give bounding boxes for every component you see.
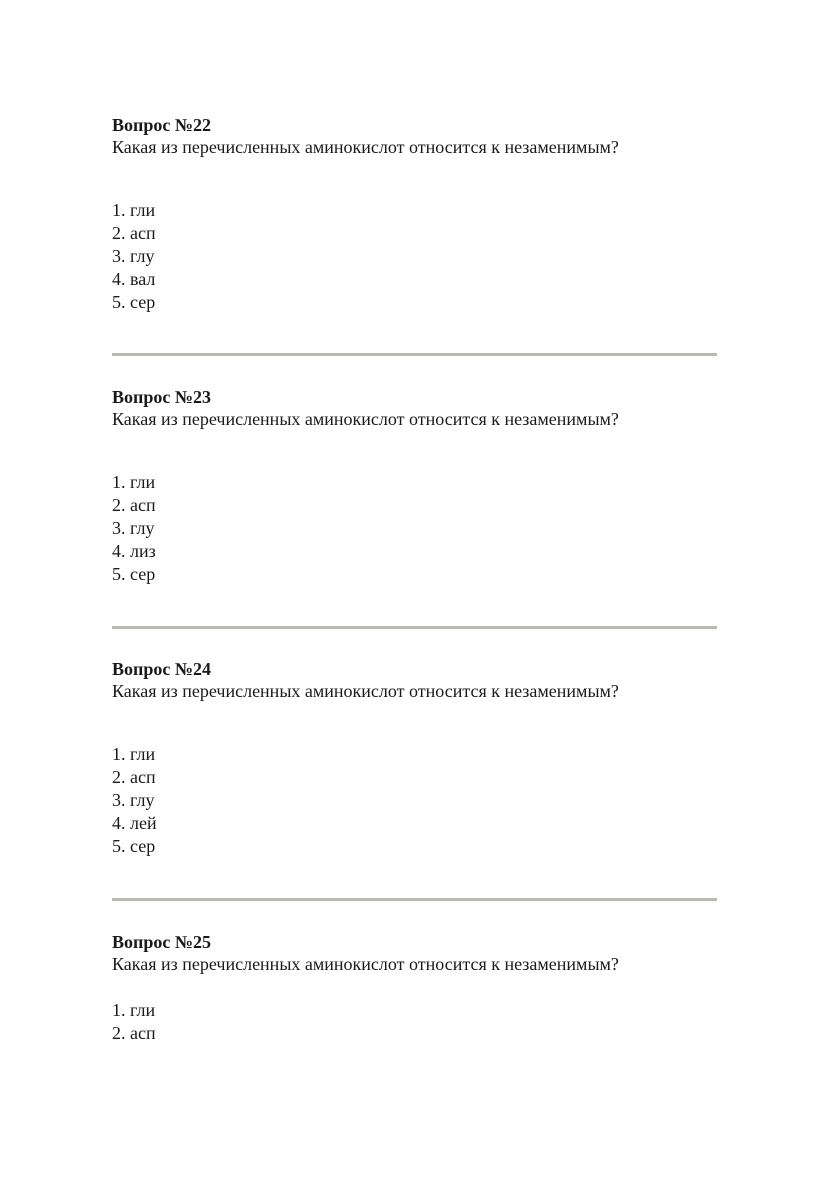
question-block-24: [112, 658, 718, 858]
answer-option: 5. сер: [112, 292, 156, 312]
answer-option: 1. гли: [112, 1000, 156, 1020]
answer-list: [112, 743, 718, 858]
answer-option: 1. гли: [112, 472, 156, 492]
answer-option: 1. гли: [112, 744, 156, 764]
question-title: Вопрос №23: [112, 387, 211, 407]
question-text: Какая из перечисленных аминокислот относится к незаменимым?: [112, 681, 619, 701]
answer-list: [112, 999, 718, 1045]
question-text: Какая из перечисленных аминокислот относится к незаменимым?: [112, 137, 619, 157]
question-text: Какая из перечисленных аминокислот относится к незаменимым?: [112, 954, 619, 974]
answer-option: 4. лей: [112, 813, 157, 833]
answer-list: [112, 471, 718, 586]
section-divider: [112, 353, 717, 356]
question-block-23: [112, 386, 718, 586]
answer-option: 3. глу: [112, 246, 155, 266]
question-text: Какая из перечисленных аминокислот относится к незаменимым?: [112, 409, 619, 429]
answer-option: 1. гли: [112, 200, 156, 220]
section-divider: [112, 626, 717, 629]
answer-option: 3. глу: [112, 790, 155, 810]
answer-option: 2. асп: [112, 223, 156, 243]
answer-option: 2. асп: [112, 767, 156, 787]
answer-option: 2. асп: [112, 1023, 156, 1043]
answer-list: [112, 199, 718, 314]
answer-option: 2. асп: [112, 495, 156, 515]
answer-option: 4. лиз: [112, 541, 156, 561]
question-title: Вопрос №22: [112, 115, 211, 135]
question-title: Вопрос №24: [112, 659, 211, 679]
answer-option: 3. глу: [112, 518, 155, 538]
answer-option: 4. вал: [112, 269, 156, 289]
question-block-22: [112, 114, 718, 314]
question-block-25: [112, 931, 718, 1045]
question-title: Вопрос №25: [112, 932, 211, 952]
answer-option: 5. сер: [112, 836, 156, 856]
section-divider: [112, 898, 717, 901]
answer-option: 5. сер: [112, 564, 156, 584]
